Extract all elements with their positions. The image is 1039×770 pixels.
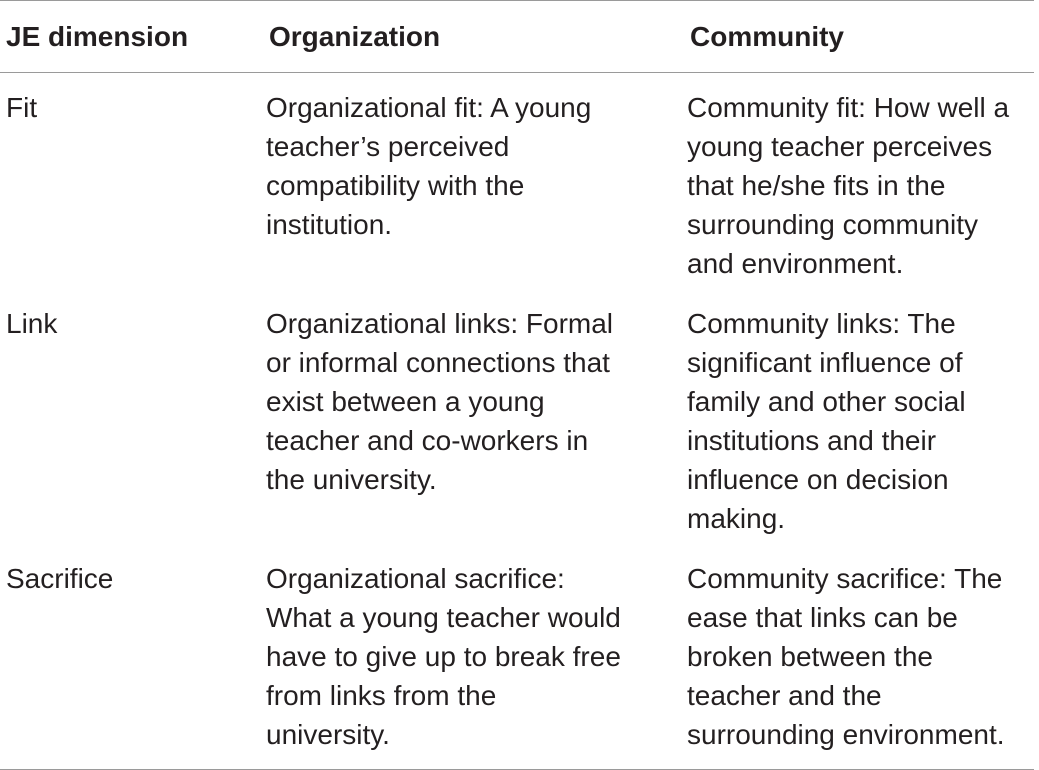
table-header — [0, 1, 1034, 73]
table-row-link — [0, 289, 1034, 544]
cell-organization: Organizational links: Formal or informal connections that exist between a young teacher and co-workers in the university. — [266, 308, 614, 495]
cell-dimension: Fit — [6, 92, 38, 123]
cell-organization: Organizational sacrifice: What a young teacher would have to give up to break free from links from the university. — [263, 544, 684, 770]
cell-organization: Organizational fit: A young teacher’s perceived compatibility with the institution. — [266, 92, 592, 240]
header-organization: Organization — [263, 1, 684, 73]
cell-dimension: Sacrifice — [0, 544, 263, 770]
table-row-sacrifice — [0, 544, 1034, 770]
cell-community: Community sacrifice: The ease that links can be broken between the teacher and the surrounding environment. — [684, 544, 1034, 770]
header-je-dimension: JE dimension — [0, 1, 263, 73]
cell-community: Community fit: How well a young teacher perceives that he/she fits in the surrounding community and environment. — [687, 92, 1010, 279]
header-community: Community — [684, 1, 1034, 73]
cell-dimension: Link — [6, 308, 58, 339]
table-row-fit — [0, 73, 1034, 290]
table-body — [0, 73, 1034, 770]
header-row — [0, 1, 1034, 73]
cell-community: Community links: The significant influence of family and other social institutions and their influence on decision making. — [687, 308, 966, 534]
